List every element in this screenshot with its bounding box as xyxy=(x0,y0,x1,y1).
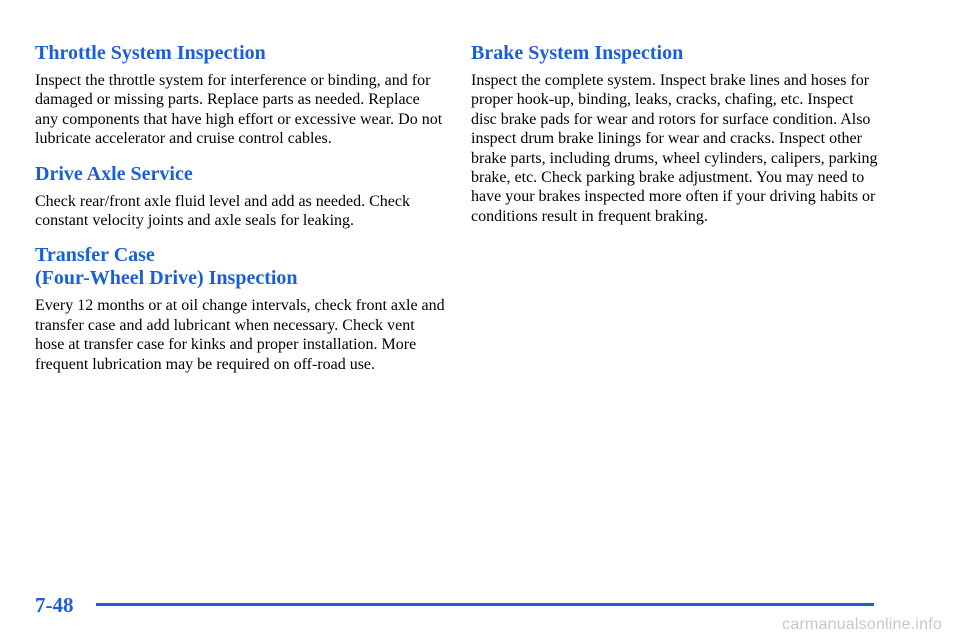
throttle-heading: Throttle System Inspection xyxy=(35,42,266,64)
footer-rule xyxy=(96,603,874,606)
watermark: carmanualsonline.info xyxy=(782,616,942,633)
throttle-section xyxy=(35,42,445,149)
brake-heading: Brake System Inspection xyxy=(471,42,684,64)
page-number: 7-48 xyxy=(35,593,74,617)
left-column xyxy=(35,42,445,388)
drive-axle-heading: Drive Axle Service xyxy=(35,162,193,185)
throttle-body: Inspect the throttle system for interference or binding, and for damaged or missing parts. Replace parts as needed. Replace any components that have high effort or excessive wear. Do not lubricate accelerator and cruise control cables. xyxy=(35,72,443,148)
right-column xyxy=(471,42,881,240)
drive-axle-body: Check rear/front axle fluid level and add as needed. Check constant velocity joints and axle seals for leaking. xyxy=(35,192,410,230)
drive-axle-section xyxy=(35,163,445,231)
transfer-case-heading-line1: Transfer Case xyxy=(35,244,155,267)
transfer-case-heading-line2: (Four-Wheel Drive) Inspection xyxy=(35,267,298,290)
brake-section xyxy=(471,42,881,226)
transfer-case-body: Every 12 months or at oil change intervals, check front axle and transfer case and add lubricant when necessary. Check vent hose at transfer case for kinks and proper installation. More frequent lubrication may be required on off-road use. xyxy=(35,297,445,373)
brake-body: Inspect the complete system. Inspect brake lines and hoses for proper hook-up, binding, leaks, cracks, chafing, etc. Inspect disc brake pads for wear and rotors for surface condition. Also inspect drum brake linings for wear and cracks. Inspect other brake parts, including drums, wheel cylinders, calipers, parking brake, etc. Check parking brake adjustment. You may need to have your brakes inspected more often if your driving habits or conditions result in frequent braking. xyxy=(471,72,878,225)
transfer-case-section xyxy=(35,244,445,374)
transfer-case-heading xyxy=(35,244,445,290)
